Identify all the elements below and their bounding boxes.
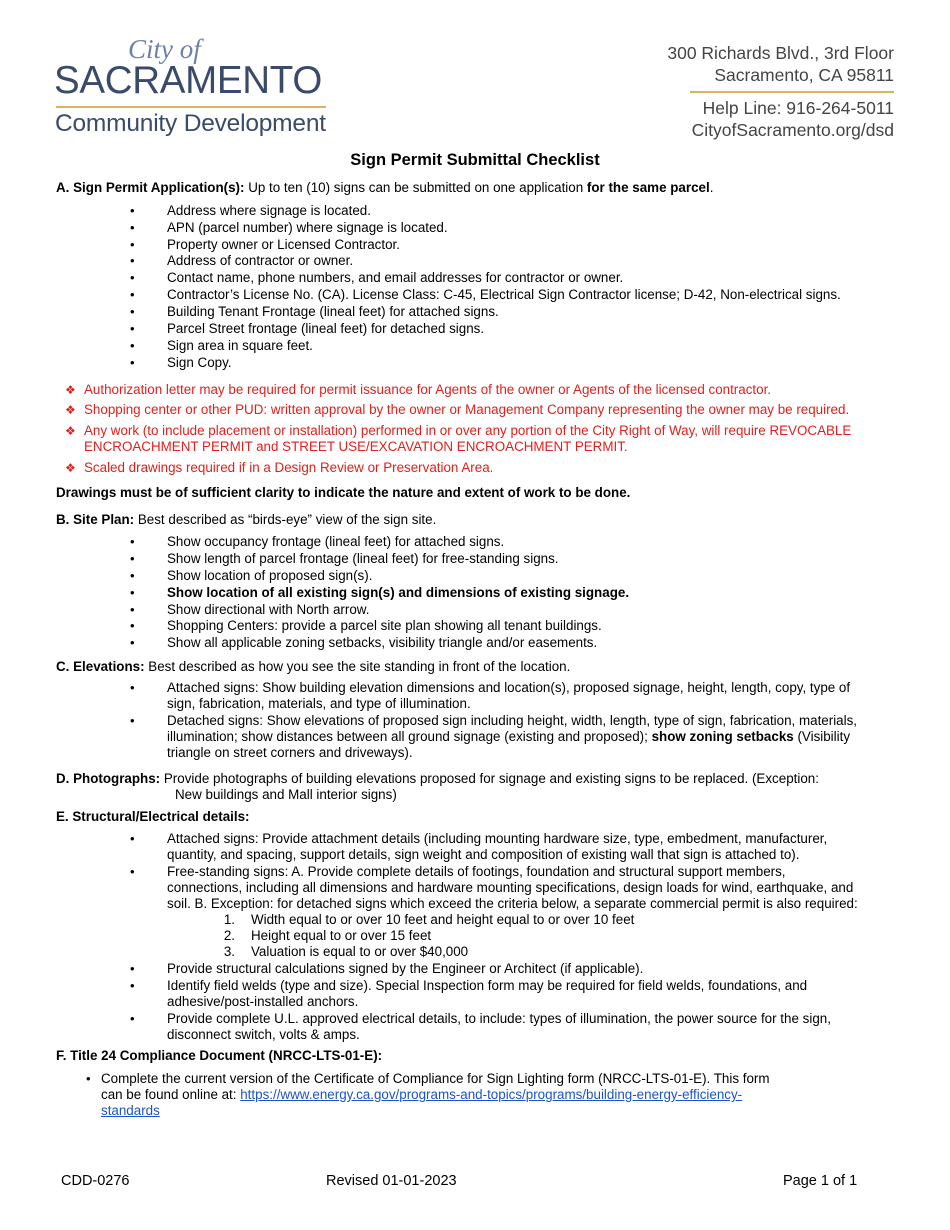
bullet-icon: • [130, 203, 135, 218]
list-item-continued: adhesive/post-installed anchors. [167, 994, 359, 1009]
list-item: Sign area in square feet. [167, 338, 313, 353]
criteria-number: 2. [223, 928, 235, 943]
section-a-label: A. Sign Permit Application(s): [56, 180, 245, 195]
diamond-bullet-icon: ❖ [65, 403, 76, 417]
list-item: Contact name, phone numbers, and email addresses for contractor or owner. [167, 270, 624, 285]
list-item-continued: quantity, and spacing, support details, sign weight and composition of existing wall that sign is attached to). [167, 847, 800, 862]
note-item: Authorization letter may be required for permit issuance for Agents of the owner or Agents of the licensed contractor. [84, 382, 772, 397]
section-c-label: C. Elevations: [56, 659, 145, 674]
list-item: Parcel Street frontage (lineal feet) for detached signs. [167, 321, 485, 336]
bullet-icon: • [130, 534, 135, 549]
energy-standards-link-continued[interactable]: standards [101, 1103, 160, 1118]
helpline: Help Line: 916-264-5011 [702, 98, 894, 118]
list-item: Provide complete U.L. approved electrical details, to include: types of illumination, the power source for the sign, [167, 1011, 831, 1026]
criteria-item: Height equal to or over 15 feet [251, 928, 432, 943]
list-item: Address where signage is located. [167, 203, 371, 218]
section-b-heading [56, 512, 436, 528]
list-item-continued: connections, including all dimensions and hardware mounting specifications, design loads for wind, earthquake, and [167, 880, 854, 895]
section-d-text-continued: New buildings and Mall interior signs) [175, 787, 397, 802]
list-item: Show directional with North arrow. [167, 602, 370, 617]
page-title: Sign Permit Submittal Checklist [350, 151, 600, 169]
list-text: illumination; show distances between all ground signage (existing and proposed); [167, 729, 652, 744]
list-item-continued [101, 1103, 160, 1119]
diamond-bullet-icon: ❖ [65, 424, 76, 438]
bullet-icon: • [130, 978, 135, 993]
list-item: APN (parcel number) where signage is located. [167, 220, 448, 235]
note-item: Scaled drawings required if in a Design Review or Preservation Area. [84, 460, 494, 475]
bullet-icon: • [130, 287, 135, 302]
website: CityofSacramento.org/dsd [691, 120, 894, 140]
form-id: CDD-0276 [61, 1173, 130, 1189]
list-item: Sign Copy. [167, 355, 232, 370]
bullet-icon: • [130, 237, 135, 252]
address-line-1: 300 Richards Blvd., 3rd Floor [667, 43, 894, 63]
address-block [667, 42, 894, 86]
bullet-icon: • [130, 568, 135, 583]
bullet-icon: • [130, 270, 135, 285]
bullet-icon: • [130, 961, 135, 976]
section-b-intro: Best described as “birds-eye” view of the sign site. [134, 512, 437, 527]
bullet-icon: • [86, 1071, 91, 1086]
logo-city-of: City of [128, 34, 201, 64]
list-item: Property owner or Licensed Contractor. [167, 237, 400, 252]
list-text-bold: show zoning setbacks [651, 729, 794, 744]
logo-community-development: Community Development [55, 110, 326, 137]
note-item: Any work (to include placement or installation) performed in or over any portion of the City Right of Way, will require REVOCABLE [84, 423, 852, 438]
bullet-icon: • [130, 713, 135, 728]
criteria-item: Valuation is equal to or over $40,000 [251, 944, 469, 959]
contact-block [692, 97, 894, 141]
section-e-heading: E. Structural/Electrical details: [56, 809, 250, 824]
drawings-note: Drawings must be of sufficient clarity to indicate the nature and extent of work to be done. [56, 485, 631, 500]
list-item: Complete the current version of the Certificate of Compliance for Sign Lighting form (NRCC-LTS-01-E). This form [101, 1071, 770, 1086]
section-f-heading: F. Title 24 Compliance Document (NRCC-LTS-01-E): [56, 1048, 383, 1063]
list-item: Attached signs: Show building elevation dimensions and location(s), proposed signage, height, length, copy, type of [167, 680, 851, 695]
page-number: Page 1 of 1 [783, 1173, 858, 1189]
revised-date: Revised 01-01-2023 [326, 1173, 457, 1189]
section-d-heading [56, 771, 819, 787]
diamond-bullet-icon: ❖ [65, 383, 76, 397]
list-item: Show occupancy frontage (lineal feet) for attached signs. [167, 534, 505, 549]
list-item: Detached signs: Show elevations of proposed sign including height, width, length, type of sign, fabrication, materials, [167, 713, 858, 728]
section-d-text: Provide photographs of building elevations proposed for signage and existing signs to be replaced. (Exception: [160, 771, 819, 786]
list-item: Attached signs: Provide attachment details (including mounting hardware size, type, embedment, manufacturer, [167, 831, 828, 846]
bullet-icon: • [130, 220, 135, 235]
bullet-icon: • [130, 680, 135, 695]
list-item: Show all applicable zoning setbacks, visibility triangle and/or easements. [167, 635, 598, 650]
list-item: Free-standing signs: A. Provide complete details of footings, foundation and structural support members, [167, 864, 786, 879]
list-item-continued: sign, fabrication, materials, and type of illumination. [167, 696, 471, 711]
bullet-icon: • [130, 304, 135, 319]
energy-standards-link[interactable]: https://www.energy.ca.gov/programs-and-topics/programs/building-energy-efficiency- [240, 1087, 743, 1102]
list-item: Contractor’s License No. (CA). License Class: C-45, Electrical Sign Contractor license; D-42, Non-electrical signs. [167, 287, 841, 302]
bullet-icon: • [130, 253, 135, 268]
logo-sacramento: SACRAMENTO [54, 59, 322, 102]
bullet-icon: • [130, 618, 135, 633]
list-text: (Visibility [793, 729, 851, 744]
list-item-continued: triangle on street corners and driveways). [167, 745, 413, 760]
list-item: Address of contractor or owner. [167, 253, 354, 268]
section-b-label: B. Site Plan: [56, 512, 135, 527]
section-d-label: D. Photographs: [56, 771, 161, 786]
list-item-continued: soil. B. Exception: for detached signs which exceed the criteria below, a separate commercial permit is also required: [167, 896, 858, 911]
bullet-icon: • [130, 585, 135, 600]
list-item: Shopping Centers: provide a parcel site plan showing all tenant buildings. [167, 618, 602, 633]
bullet-icon: • [130, 551, 135, 566]
section-c-heading [56, 659, 570, 675]
bullet-icon: • [130, 321, 135, 336]
list-item: Provide structural calculations signed by the Engineer or Architect (if applicable). [167, 961, 644, 976]
section-a-intro-end: . [709, 180, 714, 195]
list-item: Show length of parcel frontage (lineal feet) for free-standing signs. [167, 551, 559, 566]
criteria-number: 3. [223, 944, 235, 959]
list-item-continued: disconnect switch, volts & amps. [167, 1027, 360, 1042]
criteria-number: 1. [223, 912, 235, 927]
list-item: Show location of all existing sign(s) and dimensions of existing signage. [167, 585, 630, 600]
section-c-intro: Best described as how you see the site standing in front of the location. [144, 659, 571, 674]
list-item: Building Tenant Frontage (lineal feet) for attached signs. [167, 304, 499, 319]
list-item-continued [101, 1087, 742, 1103]
section-a-intro: Up to ten (10) signs can be submitted on one application [244, 180, 587, 195]
logo-divider [56, 106, 326, 108]
bullet-icon: • [130, 1011, 135, 1026]
bullet-icon: • [130, 602, 135, 617]
address-line-2: Sacramento, CA 95811 [714, 65, 894, 85]
bullet-icon: • [130, 635, 135, 650]
note-item-continued: ENCROACHMENT PERMIT and STREET USE/EXCAVATION ENCROACHMENT PERMIT. [84, 439, 628, 454]
bullet-icon: • [130, 338, 135, 353]
section-a-intro-bold: for the same parcel [586, 180, 710, 195]
address-divider [690, 91, 894, 93]
list-item: Show location of proposed sign(s). [167, 568, 373, 583]
bullet-icon: • [130, 864, 135, 879]
section-a-heading [56, 180, 713, 196]
bullet-icon: • [130, 831, 135, 846]
list-item: Identify field welds (type and size). Special Inspection form may be required for field welds, foundations, and [167, 978, 808, 993]
list-text: can be found online at: [101, 1087, 241, 1102]
criteria-item: Width equal to or over 10 feet and height equal to or over 10 feet [251, 912, 635, 927]
bullet-icon: • [130, 355, 135, 370]
list-item-continued [167, 729, 850, 745]
diamond-bullet-icon: ❖ [65, 461, 76, 475]
note-item: Shopping center or other PUD: written approval by the owner or Management Company representing the owner may be required. [84, 402, 850, 417]
